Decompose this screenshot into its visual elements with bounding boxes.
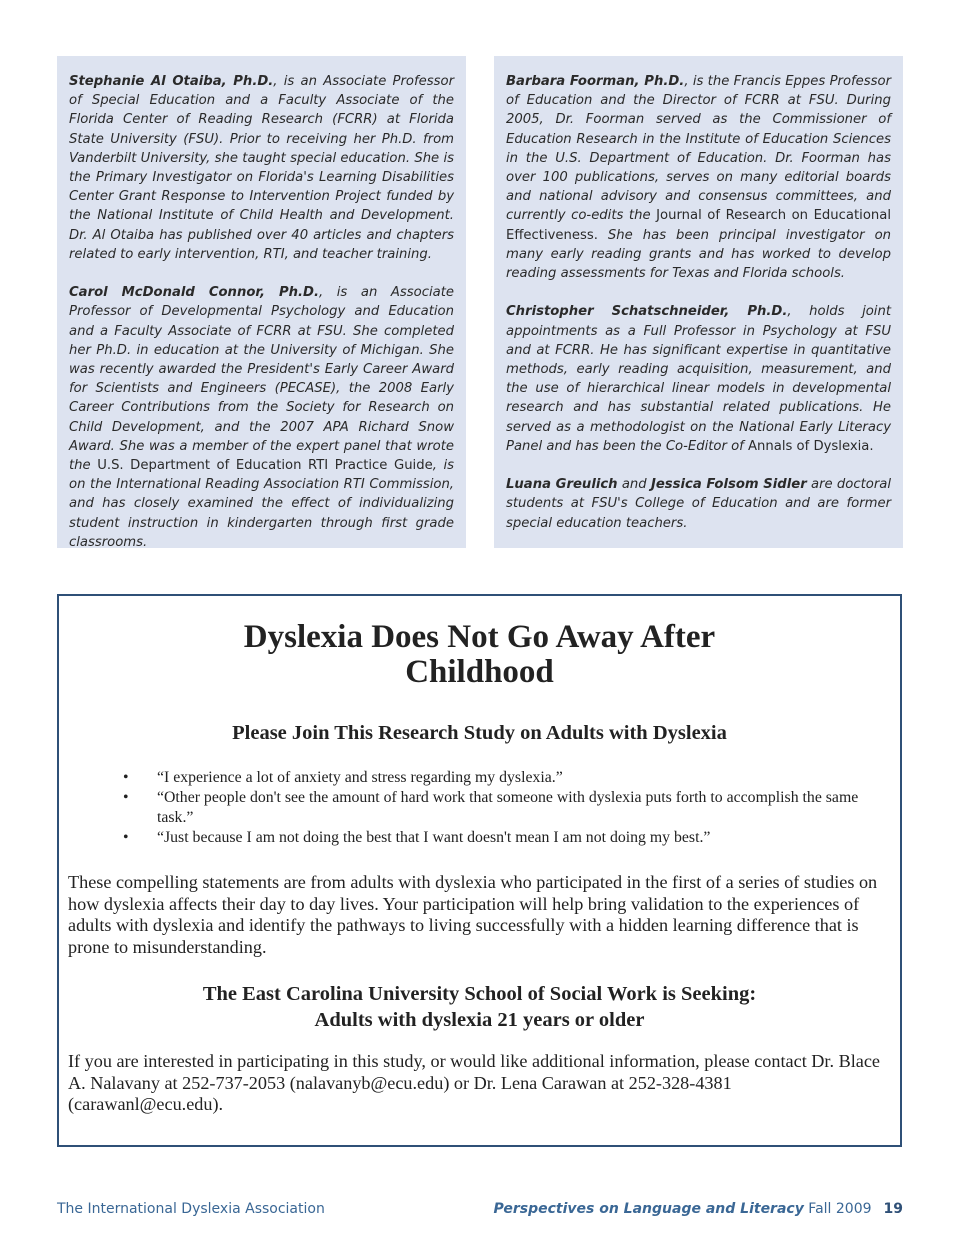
footer-issue: Fall 2009 [808,1201,872,1217]
footer-journal: Perspectives on Language and Literacy [493,1201,804,1217]
footer-organization: The International Dyslexia Association [57,1201,325,1217]
ad-seeking [59,981,900,1033]
bio-name: Stephanie Al Otaiba, Ph.D. [69,74,274,89]
bio-text: She has been principal investigator on many early reading grants and has worked to develop reading assessments for Texas and Florida schools. [506,227,891,282]
bio-foorman [506,72,891,283]
ad-contact: If you are interested in participating in this study, or would like additional information, please contact Dr. Blace A. Nalavany at 252-737-2053 (nalavanyb@ecu.edu) or Dr. Lena Carawan at 252-328-4381 (carawanl@ecu.edu). [68,1051,880,1115]
bio-name: Christopher Schatschneider, Ph.D. [506,304,788,320]
quote-item [121,828,881,848]
bio-students [506,475,891,533]
bio-panel-right [494,56,903,548]
bullet-icon: • [123,789,129,806]
bio-name: Barbara Foorman, Ph.D. [506,74,685,89]
ad-title-line: Childhood [405,654,554,690]
ad-subtitle: Please Join This Research Study on Adults with Dyslexia [232,722,727,744]
study-advertisement [57,594,902,1147]
page-number: 19 [883,1201,903,1217]
publication-title: Annals of Dyslexia. [748,438,874,454]
bio-panel-left [57,56,466,548]
bullet-icon: • [123,769,129,786]
seeking-line: The East Carolina University School of Social Work is Seeking: [202,983,757,1005]
quote-item [121,768,881,788]
ad-title-line: Dyslexia Does Not Go Away After [243,619,716,655]
bio-text: , is an Associate Professor of Special Education and a Faculty Associate of the Florida Center of Reading Research (FCRR) at Florida State University (FSU). Prior to receiving her Ph.D. from Vanderbilt University, she taught special education. She is the Primary Investigator on Florida's Learning Disabilities Center Grant Response to Intervention Project funded by the National Institute of Child Health and Development. Dr. Al Otaiba has published over 40 articles and chapters related to early intervention, RTI, and teacher training. [69,74,454,262]
ad-title [59,620,900,690]
bio-connor [69,283,454,552]
bio-schatschneider [506,302,891,456]
quote-item [121,788,881,828]
publication-title: U.S. Department of Education RTI Practice Guide [97,458,433,474]
bio-text: are doctoral students at FSU's College of Education and are former special education teachers. [506,477,891,531]
quote-text: “I experience a lot of anxiety and stress regarding my dyslexia.” [157,769,563,786]
bio-otaiba [69,72,454,264]
quote-text: “Just because I am not doing the best that I want doesn't mean I am not doing my best.” [157,829,711,846]
publication-title: Journal of Research on Educational Effectiveness. [506,208,891,243]
bio-text: and [617,477,651,493]
bio-text: , is on the International Reading Association RTI Commission, and has closely examined the effect of individualizing student instruction in kindergarten through first grade classrooms. [69,458,455,550]
ad-paragraph: These compelling statements are from adults with dyslexia who participated in the first of a series of studies on how dyslexia affects their day to day lives. Your participation will help bring validation to the experiences of adults with dyslexia and identify the pathways to living successfully with a hidden learning difference that is prone to misunderstanding. [68,872,878,957]
bio-text: , is the Francis Eppes Professor of Education and the Director of FCRR at FSU. During 2005, Dr. Foorman served as the Commissioner of Education Research in the Institute of Education Sciences in the U.S. Department of Education. Dr. Foorman has over 100 publications, serves on many editorial boards and national advisory and consensus committees, and currently co-edits the [506,74,891,224]
footer-publication [493,1201,903,1217]
bio-text: , holds joint appointments as a Full Professor in Psychology at FSU and at FCRR. He has significant expertise in quantitative methods, early reading acquisition, measurement, and the use of hierarchical linear models in developmental research and has substantial related publications. He served as a methodologist on the National Early Literacy Panel and has been the Co-Editor of [506,304,891,454]
quote-text: “Other people don't see the amount of hard work that someone with dyslexia puts forth to accomplish the same task.” [157,789,859,826]
bio-name: Luana Greulich [506,477,618,493]
seeking-line: Adults with dyslexia 21 years or older [314,1009,645,1031]
bio-text: , is an Associate Professor of Developmental Psychology and Education and a Faculty Associate of FCRR at FSU. She completed her Ph.D. in education at the University of Michigan. She was recently awarded the President's Early Career Award for Scientists and Engineers (PECASE), the 2008 Early Career Contributions from the Society for Research on Child Development, and the 2007 APA Richard Snow Award. She was a member of the expert panel that wrote the [69,285,454,474]
bullet-icon: • [123,829,129,846]
bio-name: Jessica Folsom Sidler [650,477,807,493]
bio-name: Carol McDonald Connor, Ph.D. [69,285,319,301]
quote-list [121,768,881,848]
